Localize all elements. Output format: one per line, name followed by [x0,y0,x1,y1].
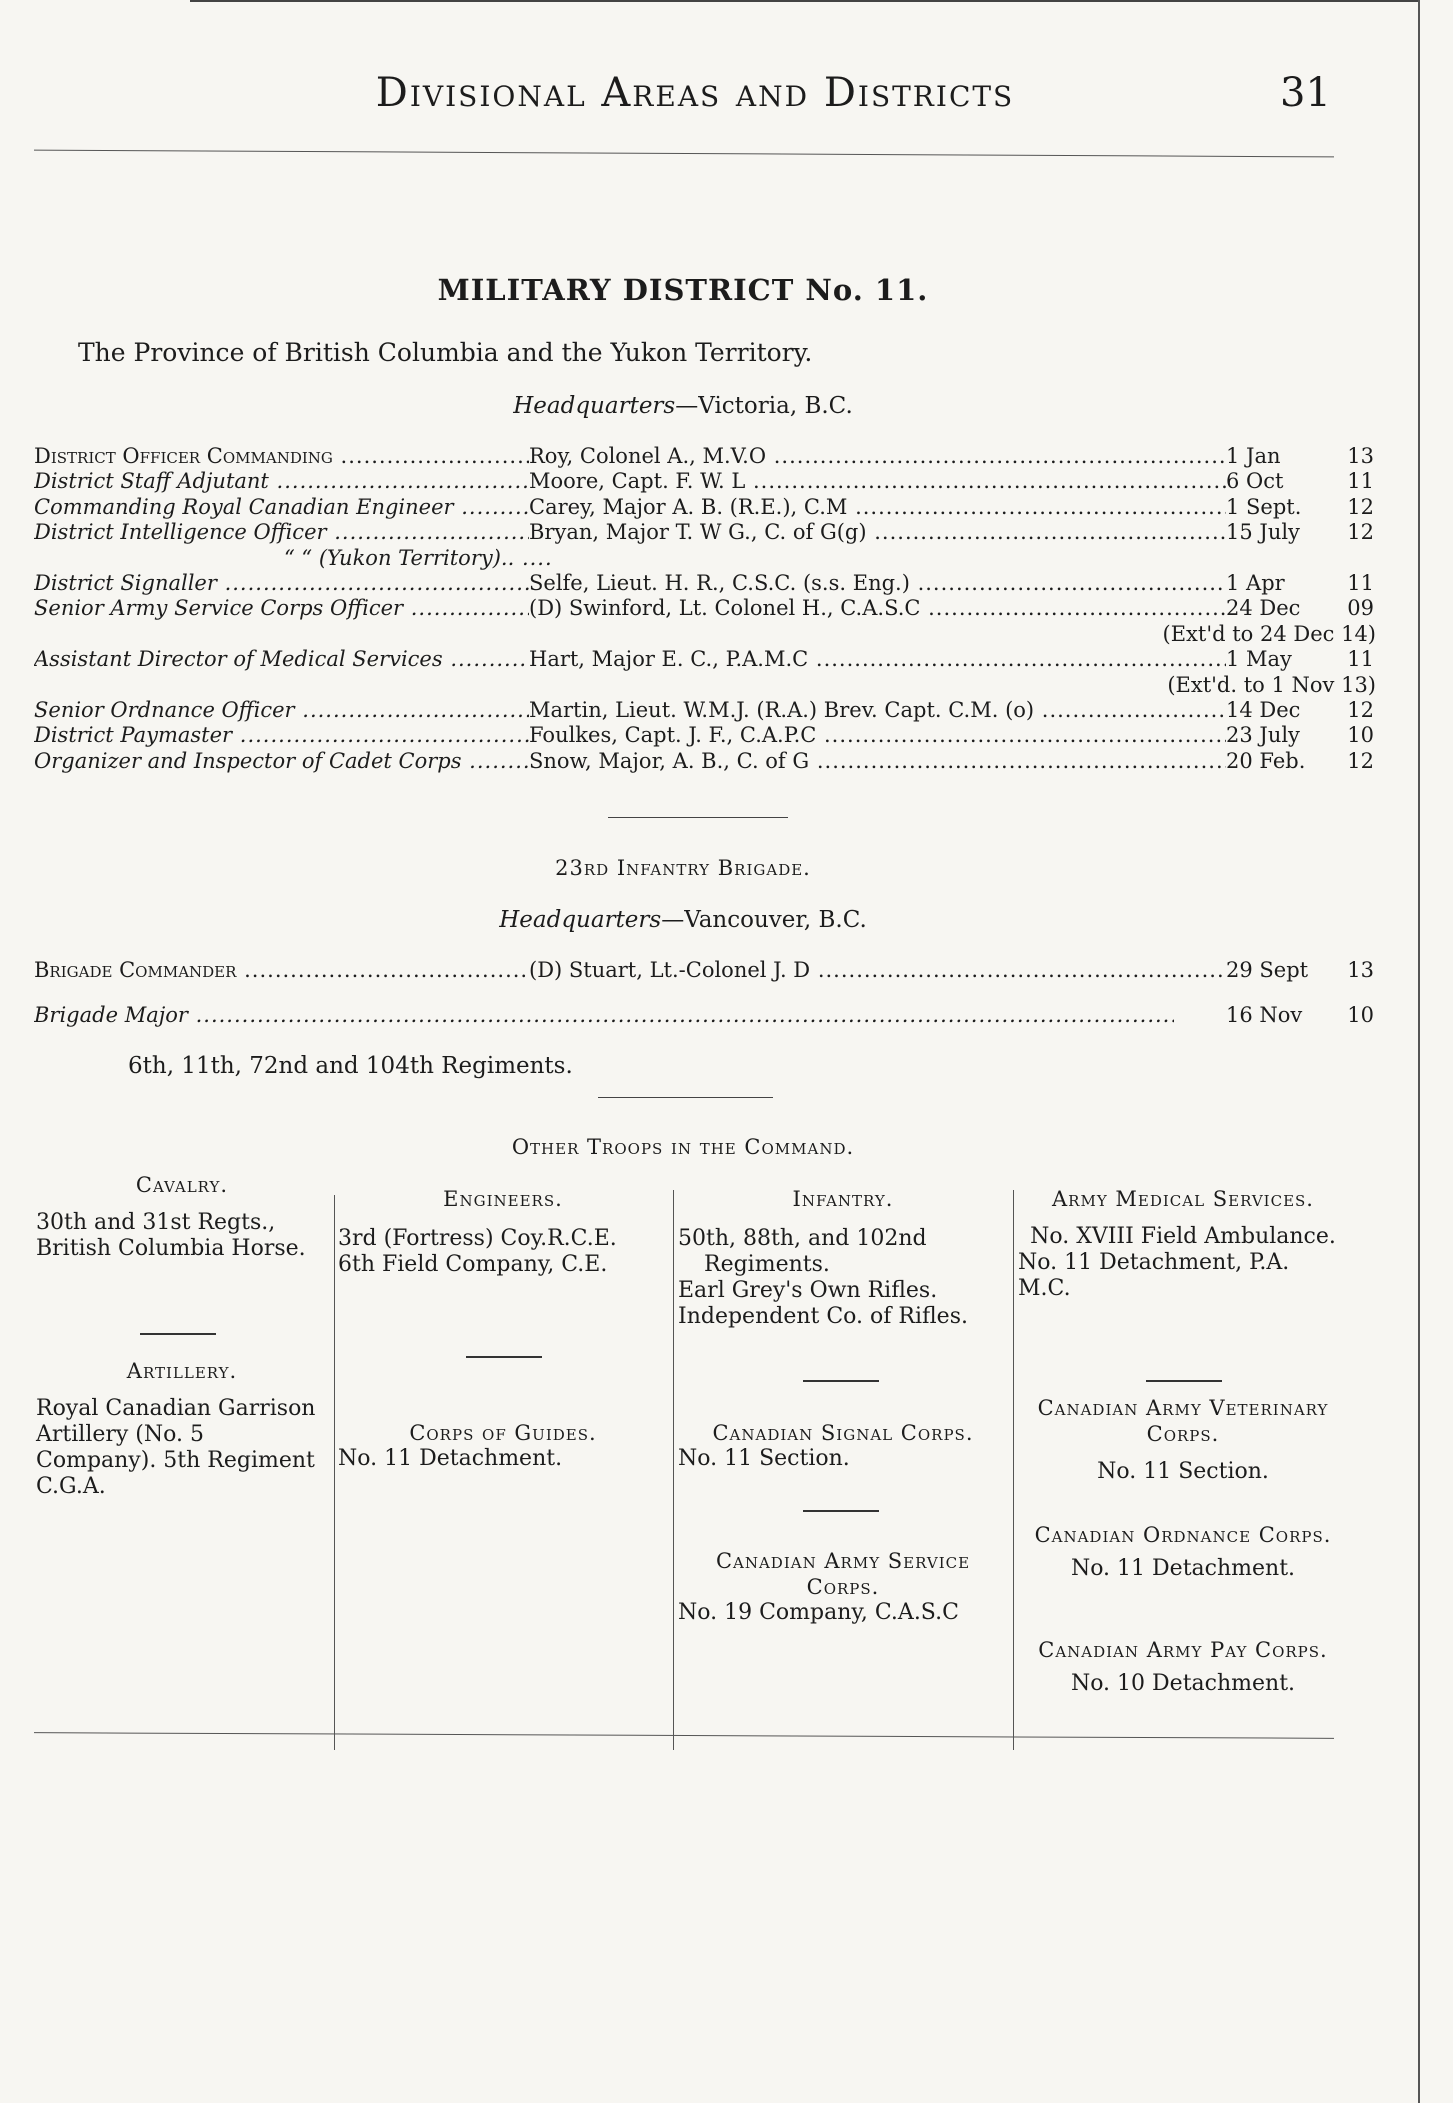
appointment-label: District Officer Commanding ..... [34,444,529,468]
staff-row [34,621,1376,648]
appointment-year: 12 [1347,494,1374,519]
footer-rule [34,1732,1334,1739]
service-section [678,1548,1008,1626]
section-divider [140,1333,216,1335]
appointment-year: 12 [1347,698,1374,722]
brigade-major-year: 10 [1347,1003,1374,1027]
brigade-major-date: 16 Nov [1226,1003,1326,1027]
medical-section [1018,1186,1348,1302]
staff-row [34,596,1374,622]
appointment-date: 14 Dec [1226,698,1326,722]
veterinary-text: No. 11 Section. [1097,1459,1269,1484]
cavalry-text: 30th and 31st Regts., British Columbia Horse. [36,1210,306,1261]
infantry-line-2: Regiments. [704,1252,830,1277]
running-header: Divisional Areas and Districts [375,70,1015,116]
appointment-date: 23 July [1226,723,1326,747]
appointment-year: 13 [1347,444,1374,468]
ordnance-heading: Canadian Ordnance Corps. [1034,1523,1332,1547]
section-divider [466,1356,542,1358]
appointment-date: 1 Sept. [1226,495,1326,519]
appointment-year: 11 [1347,571,1374,595]
appointment-date: 1 Apr [1226,571,1326,595]
pay-text: No. 10 Detachment. [1070,1671,1296,1696]
appointment-label: District Paymaster ..... [34,723,529,747]
appointment-year: 12 [1347,520,1374,545]
medical-line-2: No. 11 Detachment, P.A. M.C. [1018,1250,1290,1301]
officer-name: Roy, Colonel A., M.V.O ..... [529,444,1226,468]
cavalry-heading: Cavalry. [135,1173,229,1197]
appointment-year: 12 [1347,748,1374,773]
veterinary-heading: Canadian Army Veterinary Corps. [1037,1396,1329,1446]
artillery-section [36,1358,328,1500]
district-title: MILITARY DISTRICT No. 11. [437,273,929,307]
hq-value: —Victoria, B.C. [675,393,853,419]
signal-section [678,1420,1008,1472]
staff-row [34,698,1374,724]
staff-row [34,469,1374,495]
brigade-hq-label: Headquarters [499,907,662,933]
artillery-text: Royal Canadian Garrison Artillery (No. 5 Company). 5th Regiment C.G.A. [36,1396,316,1499]
appointment-year: 11 [1347,469,1374,494]
officer-name: Selfe, Lieut. H. R., C.S.C. (s.s. Eng.) ..... [529,571,1226,595]
service-heading: Canadian Army Service Corps. [715,1549,971,1599]
veterinary-section [1018,1395,1348,1485]
appointment-year: 11 [1347,647,1374,672]
ordnance-text: No. 11 Detachment. [1070,1556,1296,1581]
staff-row [34,444,1374,470]
extension-note: (Ext'd to 24 Dec 14) [1064,622,1376,646]
brigade-commander-year: 13 [1347,958,1374,982]
brigade-headquarters [0,907,1366,933]
infantry-section [678,1186,1008,1330]
appointment-year: 09 [1347,596,1374,621]
guides-text: No. 11 Detachment. [338,1446,563,1471]
engineers-section [338,1186,668,1278]
officer-name: Carey, Major A. B. (R.E.), C.M ..... [529,495,1226,519]
appointment-year: 10 [1347,723,1374,748]
appointment-label: Senior Ordnance Officer ..... [34,698,529,722]
brigade-regiments: 6th, 11th, 72nd and 104th Regiments. [128,1053,573,1079]
staff-row [34,723,1374,749]
section-divider [803,1380,879,1382]
engineers-heading: Engineers. [443,1187,563,1211]
staff-row [34,494,1374,521]
officer-name: Martin, Lieut. W.M.J. (R.A.) Brev. Capt. C.M. (o) ..... [529,698,1226,722]
appointment-label: Senior Army Service Corps Officer ..... [34,596,529,620]
appointment-label: Organizer and Inspector of Cadet Corps ..... [34,749,529,773]
staff-row [34,546,1354,572]
artillery-heading: Artillery. [126,1359,238,1383]
district-headquarters [0,393,1366,419]
medical-line-1: No. XVIII Field Ambulance. [1030,1224,1336,1249]
brigade-commander-row [34,958,1374,984]
section-divider [598,1097,773,1098]
guides-section [338,1420,668,1472]
brigade-commander-name: (D) Stuart, Lt.-Colonel J. D ..... [529,958,1226,982]
officer-name: Moore, Capt. F. W. L ..... [529,469,1226,493]
officer-name: Foulkes, Capt. J. F., C.A.P.C ..... [529,723,1226,747]
appointment-label: Assistant Director of Medical Services ..... [34,647,529,671]
infantry-line-1: 50th, 88th, and 102nd [678,1226,927,1251]
column-divider [1013,1190,1014,1750]
officer-name: Snow, Major, A. B., C. of G ..... [529,749,1226,773]
page-top-edge [190,0,1420,2]
pay-heading: Canadian Army Pay Corps. [1038,1638,1328,1662]
brigade-major-row [34,1003,1374,1029]
section-divider [608,817,788,818]
medical-heading: Army Medical Services. [1052,1187,1314,1211]
pay-section [1018,1637,1348,1697]
brigade-commander-label: Brigade Commander ..... [34,958,529,982]
staff-row [34,647,1374,673]
district-description: The Province of British Columbia and the Yukon Territory. [78,338,813,367]
service-text: No. 19 Company, C.A.S.C [678,1600,959,1625]
brigade-title: 23rd Infantry Brigade. [555,856,811,880]
appointment-date: 6 Oct [1226,469,1326,493]
infantry-heading: Infantry. [792,1187,894,1211]
appointment-label: “ “ (Yukon Territory).. ..... [284,546,554,570]
extension-note: (Ext'd. to 1 Nov 13) [1064,673,1376,697]
brigade-hq-value: —Vancouver, B.C. [661,907,867,933]
appointment-date: 1 May [1226,647,1326,671]
infantry-line-4: Independent Co. of Rifles. [678,1304,968,1329]
appointment-label: District Signaller ..... [34,571,529,595]
brigade-major-label: Brigade Major ..... [34,1003,1174,1027]
page-right-edge [1418,0,1420,2103]
appointment-date: 15 July [1226,520,1326,544]
column-divider [673,1190,674,1750]
staff-row [34,748,1374,775]
infantry-line-3: Earl Grey's Own Rifles. [678,1278,938,1303]
staff-row [34,571,1374,597]
cavalry-section [36,1172,328,1262]
appointment-label: District Intelligence Officer ..... [34,520,529,544]
staff-row [34,520,1374,546]
engineers-line-2: 6th Field Company, C.E. [338,1252,608,1277]
appointment-label: District Staff Adjutant ..... [34,469,529,493]
appointment-date: 24 Dec [1226,596,1326,620]
hq-label: Headquarters [513,393,676,419]
guides-heading: Corps of Guides. [409,1421,597,1445]
section-divider [803,1510,879,1512]
page-number: 31 [1280,70,1331,116]
engineers-line-1: 3rd (Fortress) Coy.R.C.E. [338,1226,617,1251]
ordnance-section [1018,1522,1348,1582]
header-rule [34,150,1334,158]
officer-name: (D) Swinford, Lt. Colonel H., C.A.S.C ..... [529,596,1226,620]
other-troops-title: Other Troops in the Command. [511,1135,855,1159]
officer-name: Bryan, Major T. W G., C. of G(g) ..... [529,520,1226,544]
appointment-label: Commanding Royal Canadian Engineer ..... [34,495,529,519]
officer-name: Hart, Major E. C., P.A.M.C ..... [529,647,1226,671]
signal-text: No. 11 Section. [678,1446,850,1471]
appointment-date: 1 Jan [1226,444,1326,468]
signal-heading: Canadian Signal Corps. [712,1421,974,1445]
column-divider [334,1195,335,1750]
staff-row [34,672,1376,699]
appointment-date: 20 Feb. [1226,749,1326,773]
brigade-commander-date: 29 Sept [1226,958,1326,982]
section-divider [1146,1380,1222,1382]
